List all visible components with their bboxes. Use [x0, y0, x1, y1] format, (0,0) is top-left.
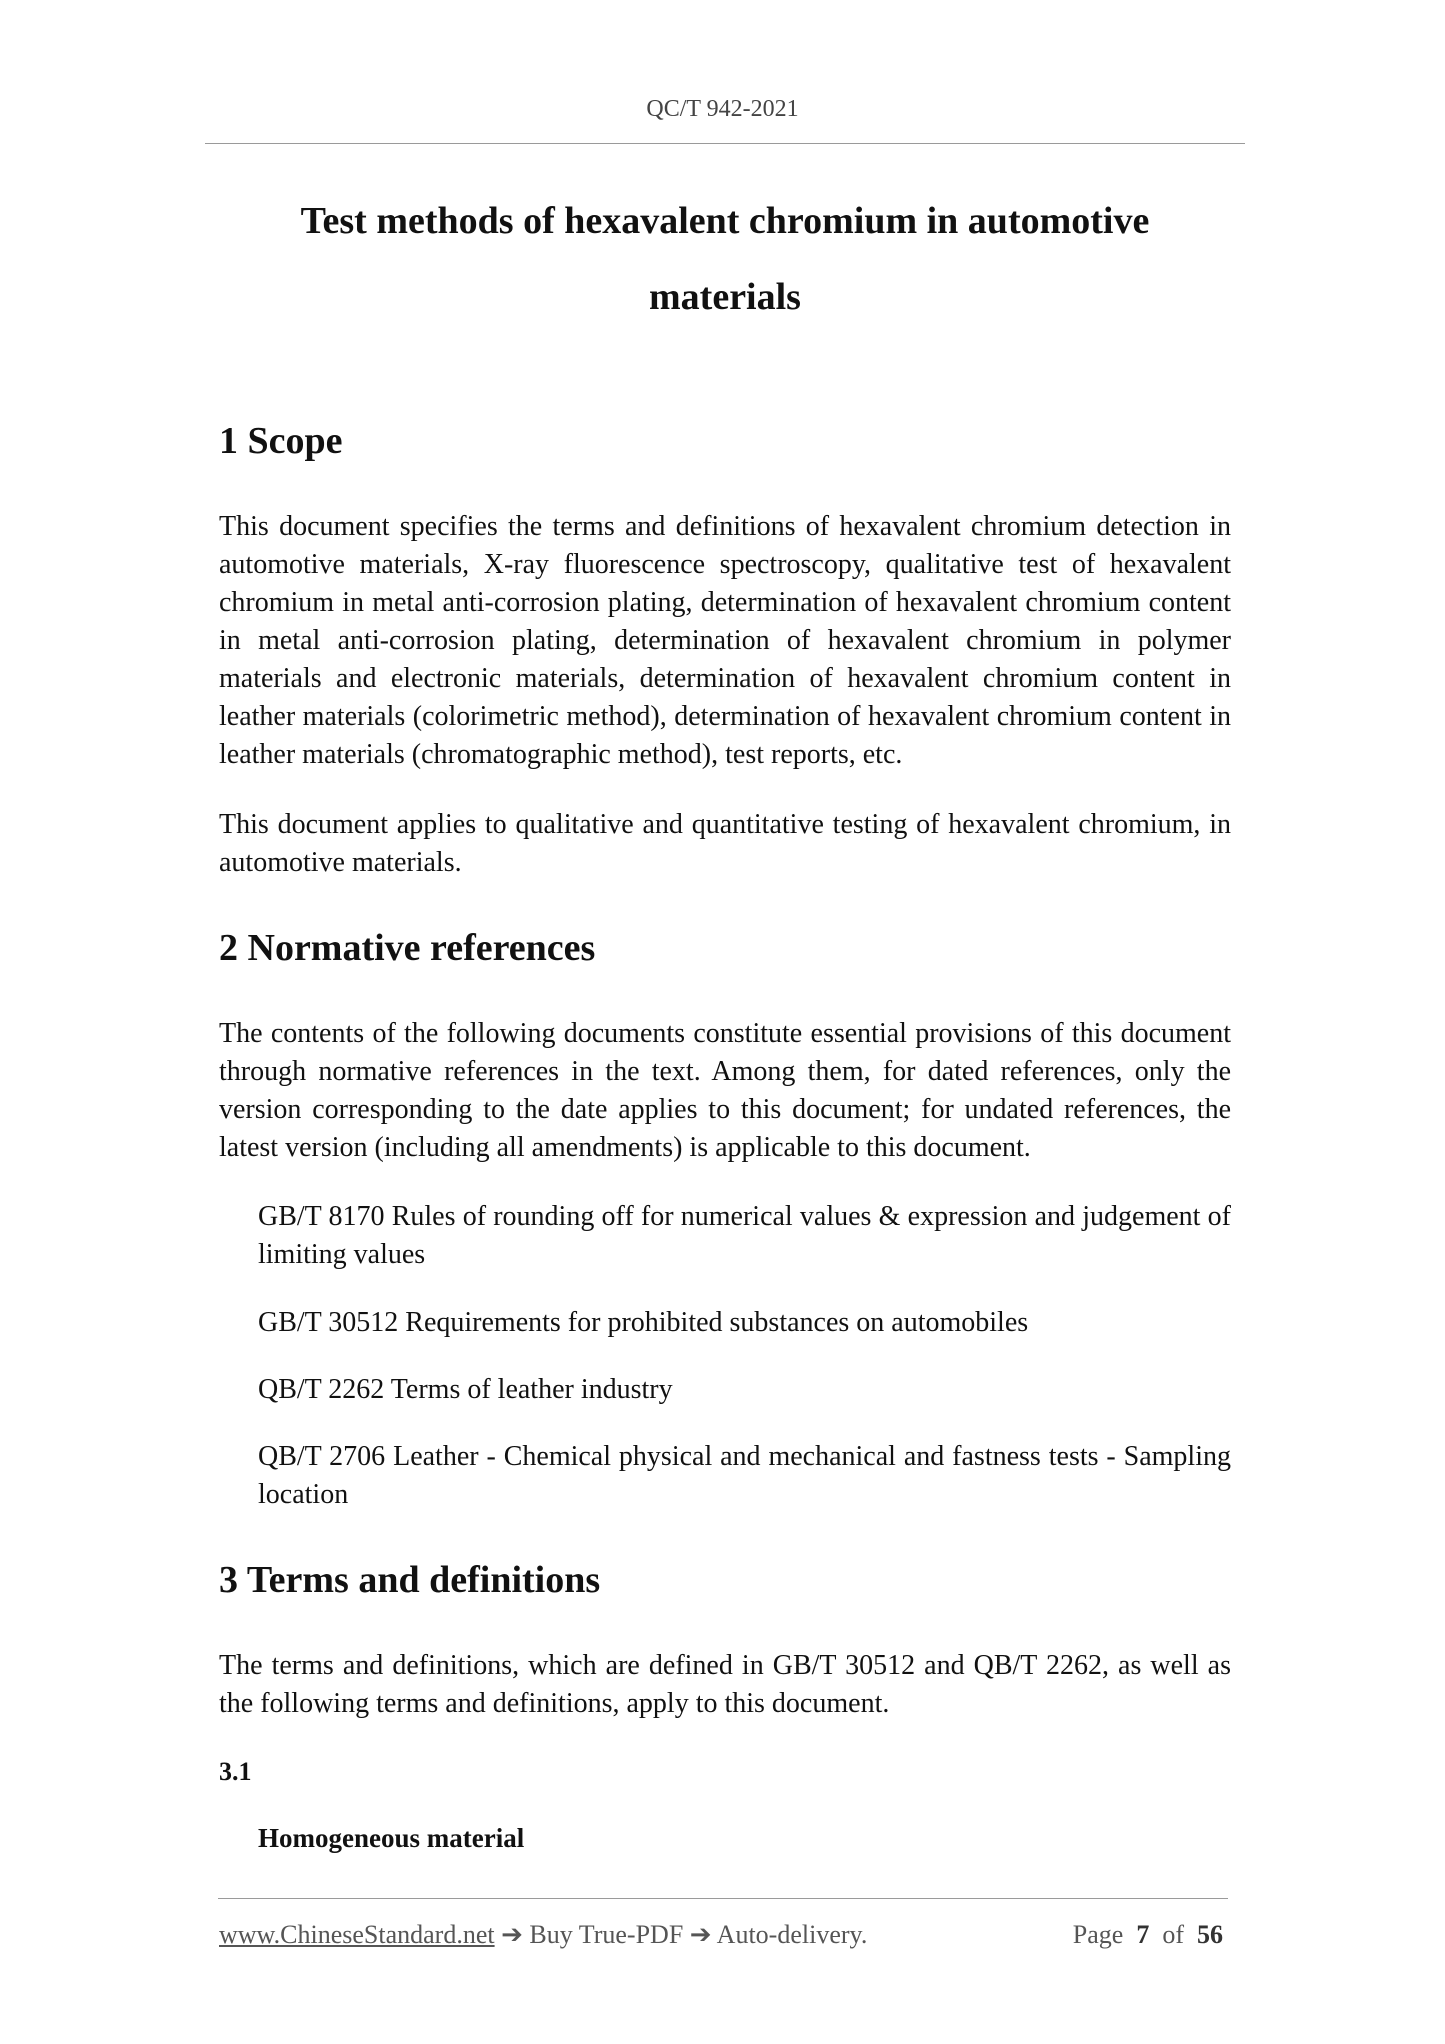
title-line-1: Test methods of hexavalent chromium in automotive	[300, 200, 1150, 242]
arrow-right-icon: ➔	[689, 1920, 712, 1949]
reference-1-wrap	[258, 1198, 1231, 1274]
section-2-paragraph-1: The contents of the following documents constitute essential provisions of this document through normative references in the text. Among them, for dated references, only the version corresponding to the date applies to this document; for undated references, the latest version (including all amendments) is applicable to this document.	[219, 1018, 1231, 1163]
page-label: Page	[1072, 1920, 1124, 1949]
running-header: QC/T 942-2021	[646, 96, 799, 122]
term-heading: Homogeneous material	[258, 1823, 525, 1853]
section-1-para-1-wrap	[219, 508, 1231, 774]
section-2-heading-wrap	[219, 925, 1231, 971]
buy-text: Buy True-PDF	[529, 1920, 684, 1949]
document-title	[205, 183, 1245, 335]
section-2-heading: 2 Normative references	[219, 927, 596, 969]
section-1-heading: 1 Scope	[219, 420, 343, 462]
section-1-paragraph-2: This document applies to qualitative and quantitative testing of hexavalent chromium, in automotive materials.	[219, 809, 1231, 878]
reference-item: GB/T 30512 Requirements for prohibited substances on automobiles	[258, 1307, 1029, 1338]
reference-4-wrap	[258, 1438, 1231, 1514]
section-2-para-1-wrap	[219, 1015, 1231, 1167]
reference-item: QB/T 2262 Terms of leather industry	[258, 1374, 673, 1405]
section-3-paragraph-1: The terms and definitions, which are defined in GB/T 30512 and QB/T 2262, as well as the following terms and definitions, apply to this document.	[219, 1650, 1231, 1719]
site-link[interactable]: www.ChineseStandard.net	[219, 1920, 495, 1949]
section-1-paragraph-1: This document specifies the terms and definitions of hexavalent chromium detection in automotive materials, X-ray fluorescence spectroscopy, qualitative test of hexavalent chromium in metal anti-corrosion plating, determination of hexavalent chromium content in metal anti-corrosion plating, determination of hexavalent chromium in polymer materials and electronic materials, determination of hexavalent chromium content in leather materials (colorimetric method), determination of hexavalent chromium content in leather materials (chromatographic method), test reports, etc.	[219, 511, 1231, 770]
header-divider	[205, 143, 1245, 144]
reference-item: QB/T 2706 Leather - Chemical physical and mechanical and fastness tests - Sampling location	[258, 1441, 1231, 1510]
page-of: of	[1162, 1920, 1184, 1949]
footer-divider	[218, 1898, 1228, 1899]
page-current: 7	[1136, 1920, 1150, 1949]
page-number	[1073, 1920, 1223, 1950]
reference-2-wrap	[258, 1304, 1231, 1342]
arrow-right-icon: ➔	[501, 1920, 523, 1949]
section-3-heading-wrap	[219, 1557, 1231, 1603]
page-footer	[219, 1920, 1229, 1950]
delivery-text: Auto-delivery.	[716, 1920, 868, 1949]
page-total: 56	[1197, 1920, 1223, 1949]
section-1-heading-wrap	[219, 418, 1231, 464]
section-3-para-1-wrap	[219, 1647, 1231, 1723]
reference-item: GB/T 8170 Rules of rounding off for numerical values & expression and judgement of limiting values	[258, 1201, 1231, 1270]
clause-number: 3.1	[219, 1757, 252, 1786]
section-1-para-2-wrap	[219, 806, 1231, 882]
reference-3-wrap	[258, 1371, 1231, 1409]
section-3-heading: 3 Terms and definitions	[219, 1559, 601, 1601]
title-line-2: materials	[649, 276, 801, 318]
